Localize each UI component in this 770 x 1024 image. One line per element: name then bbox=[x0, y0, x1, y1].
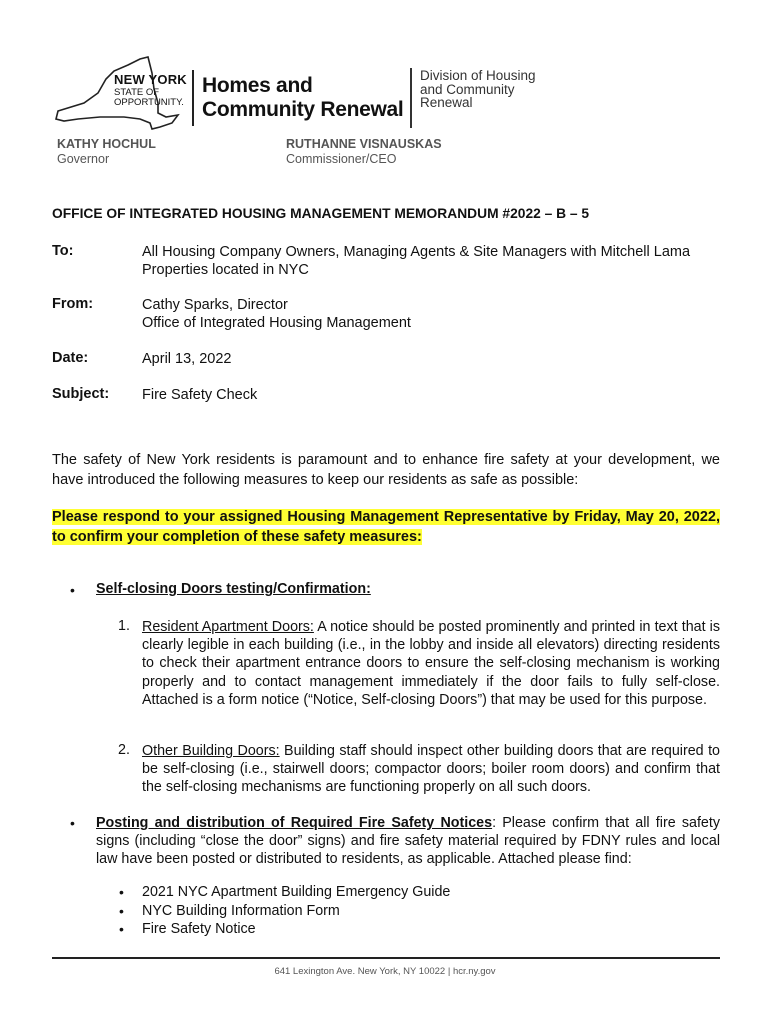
item-text: Building staff should inspect other building doors that are required to be self-closing (i.e., stairwell doors; compactor doors; boiler room doors) and confirm that the self-closing mechanisms are functioning properly on all such doors. bbox=[142, 743, 720, 796]
memo-title: OFFICE OF INTEGRATED HOUSING MANAGEMENT MEMORANDUM #2022 – B – 5 bbox=[52, 206, 590, 221]
division-line3: Renewal bbox=[420, 95, 473, 110]
item-text: : Please confirm that all fire safety signs (including “close the door” signs) and fire safety material required by FDNY rules and local law have been posted or distributed to residents, as applicable. Attached please find: bbox=[96, 815, 721, 868]
sub-bullet-marker: • bbox=[119, 884, 124, 900]
resident-apartment-doors-item bbox=[142, 618, 720, 709]
item-heading: Posting and distribution of Required Fire Safety Notices bbox=[96, 815, 493, 831]
highlighted-text: Please respond to your assigned Housing Management Representative by Friday, May 20, 2022, to confirm your completion of these safety measures: bbox=[52, 509, 720, 545]
ny-logo-title: NEW YORK bbox=[114, 72, 187, 87]
footer-address: 641 Lexington Ave. New York, NY 10022 | hcr.ny.gov bbox=[274, 966, 496, 977]
agency-wordmark-line2: Community Renewal bbox=[202, 98, 404, 121]
governor-title: Governor bbox=[57, 152, 110, 166]
sub-bullet-marker: • bbox=[119, 921, 124, 937]
bullet-marker: • bbox=[70, 815, 75, 831]
from-label: From: bbox=[52, 296, 94, 312]
from-value-line2: Office of Integrated Housing Management bbox=[142, 315, 411, 331]
from-value bbox=[142, 296, 727, 332]
item-number: 2. bbox=[118, 742, 130, 758]
attachment-item: Fire Safety Notice bbox=[142, 921, 256, 937]
agency-wordmark-line1: Homes and bbox=[202, 74, 313, 97]
logo-divider bbox=[192, 70, 194, 126]
footer-divider bbox=[52, 957, 720, 959]
subject-value: Fire Safety Check bbox=[142, 387, 258, 403]
to-value-line1: All Housing Company Owners, Managing Agents & Site Managers with Mitchell Lama bbox=[142, 244, 691, 260]
to-value-line2: Properties located in NYC bbox=[142, 262, 309, 278]
ny-logo-subtitle-2: OPPORTUNITY. bbox=[114, 97, 184, 108]
date-label: Date: bbox=[52, 350, 89, 366]
bullet-marker: • bbox=[70, 582, 75, 598]
division-line1: Division of Housing bbox=[420, 68, 536, 83]
subject-label: Subject: bbox=[52, 386, 110, 402]
sub-bullet-marker: • bbox=[119, 903, 124, 919]
to-label: To: bbox=[52, 243, 74, 259]
attachment-item: NYC Building Information Form bbox=[142, 903, 340, 919]
item-number: 1. bbox=[118, 618, 130, 634]
date-value: April 13, 2022 bbox=[142, 351, 232, 367]
ny-logo-subtitle-1: STATE OF bbox=[114, 87, 160, 98]
commissioner-name: RUTHANNE VISNAUSKAS bbox=[286, 137, 442, 151]
fire-safety-notices-item bbox=[96, 814, 720, 869]
commissioner-title: Commissioner/CEO bbox=[286, 152, 397, 166]
from-value-line1: Cathy Sparks, Director bbox=[142, 297, 288, 313]
to-value bbox=[142, 243, 727, 279]
division-divider bbox=[410, 68, 412, 128]
other-building-doors-item bbox=[142, 742, 720, 797]
intro-paragraph: The safety of New York residents is paramount and to enhance fire safety at your development, we have introduced the following measures to keep our residents as safe as possible: bbox=[52, 452, 720, 488]
division-line2: and Community bbox=[420, 81, 515, 97]
item-heading: Other Building Doors: bbox=[142, 743, 280, 759]
governor-name: KATHY HOCHUL bbox=[57, 137, 156, 151]
response-deadline-notice bbox=[52, 508, 720, 547]
division-wordmark bbox=[420, 69, 536, 110]
item-heading: Resident Apartment Doors: bbox=[142, 619, 314, 635]
agency-wordmark bbox=[202, 74, 403, 122]
item-text: A notice should be posted prominently and printed in text that is clearly legible in each building (i.e., in the lobby and inside all elevators) directing residents to check their apartment entrance doors to ensure the self-closing mechanism is working properly and to contact management immediately if the door fails to fully self-close. Attached is a form notice (“Notice, Self-closing Doors”) that may be used for this purpose. bbox=[142, 619, 720, 708]
self-closing-doors-heading: Self-closing Doors testing/Confirmation: bbox=[96, 581, 371, 597]
attachment-item: 2021 NYC Apartment Building Emergency Guide bbox=[142, 884, 451, 900]
